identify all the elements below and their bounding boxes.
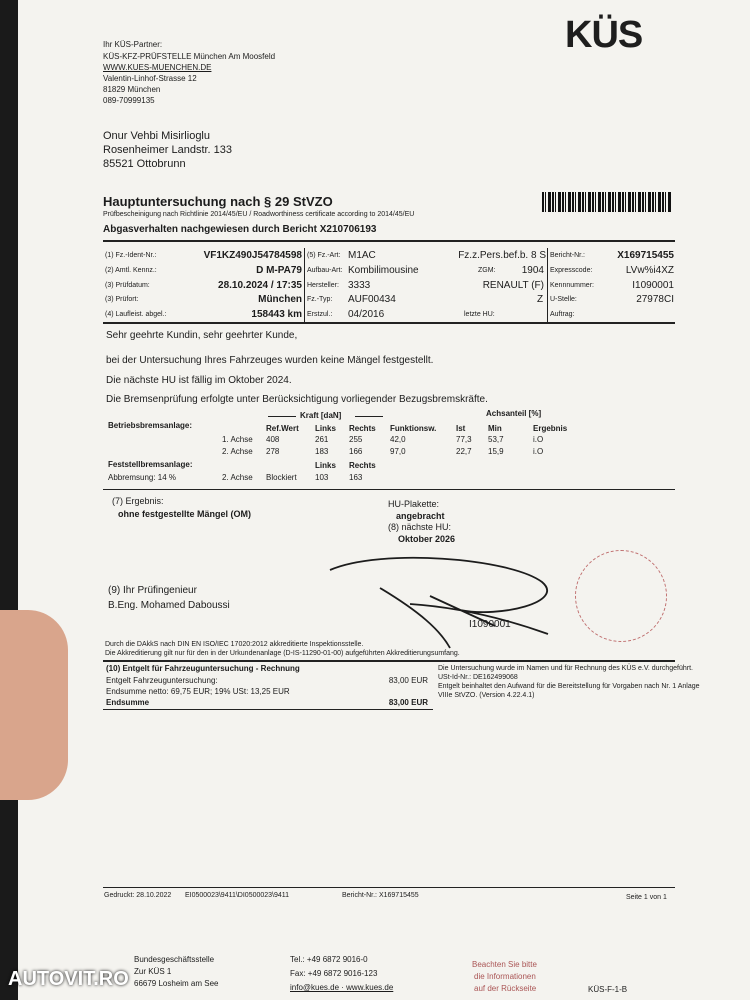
- next-hu-label: (8) nächste HU:: [388, 522, 452, 532]
- function-value: 42,0: [390, 435, 406, 444]
- expresscode-value: LVw%i4XZ: [625, 265, 674, 276]
- min-value: 15,9: [488, 447, 504, 456]
- force-header: Kraft [daN]: [300, 411, 342, 420]
- col-function: Funktionsw.: [390, 424, 437, 433]
- invoice-note: VIIIe StVZO. (Version 4.22.4.1): [438, 692, 535, 699]
- printed-date: Gedruckt: 28.10.2022: [104, 892, 172, 899]
- right-value: 166: [349, 447, 363, 456]
- autovit-watermark: AUTOVIT.RO: [8, 968, 129, 990]
- partner-line: 81829 München: [103, 85, 161, 94]
- engineer-number: I1090001: [469, 619, 511, 630]
- barcode: [542, 192, 672, 212]
- header-rule: [268, 416, 296, 417]
- mileage-label: (4) Laufleist. abgel.:: [105, 311, 167, 318]
- footer-report-no: Bericht-Nr.: X169715455: [342, 892, 419, 899]
- min-value: 53,7: [488, 435, 504, 444]
- office-street: Zur KÜS 1: [134, 967, 172, 976]
- divider: [103, 660, 675, 662]
- divider: [103, 887, 675, 888]
- ref-value: 408: [266, 435, 280, 444]
- braking-ratio: Abbremsung: 14 %: [108, 473, 177, 482]
- col-rechts: Rechts: [349, 424, 376, 433]
- back-side-hint: auf der Rückseite: [474, 984, 537, 993]
- divider: [103, 489, 675, 490]
- type-label: Fz.-Typ:: [307, 296, 333, 303]
- partner-website-link[interactable]: WWW.KUES-MUENCHEN.DE: [103, 63, 212, 72]
- left-value: 183: [315, 447, 329, 456]
- total-label: Endsumme: [106, 698, 150, 707]
- function-value: 97,0: [390, 447, 406, 456]
- left-value: 261: [315, 435, 329, 444]
- place-label: (3) Prüfort:: [105, 296, 139, 303]
- vehicle-class-extra: Fz.z.Pers.bef.b. 8 S: [458, 250, 546, 261]
- zgm-value: 1904: [521, 265, 544, 276]
- accreditation-line: Durch die DAkkS nach DIN EN ISO/IEC 17020:2012 akkreditierte Inspektionsstelle.: [105, 641, 364, 648]
- mileage-value: 158443 km: [251, 309, 302, 320]
- greeting: Sehr geehrte Kundin, sehr geehrter Kunde,: [106, 330, 298, 341]
- report-no-label: Bericht-Nr.:: [550, 252, 586, 259]
- partner-phone: 089-70999135: [103, 96, 155, 105]
- total-value: 83,00 EUR: [388, 698, 428, 707]
- office-phone: Tel.: +49 6872 9016-0: [290, 955, 368, 964]
- vin-label: (1) Fz.-Ident-Nr.:: [105, 252, 157, 259]
- thumb-photo-artifact: [0, 610, 68, 800]
- document-title: Hauptuntersuchung nach § 29 StVZO: [103, 194, 333, 209]
- page-number: Seite 1 von 1: [626, 894, 667, 901]
- vehicle-class-value: M1AC: [348, 250, 376, 261]
- office-name: Bundesgeschäftsstelle: [134, 955, 215, 964]
- left-value: 103: [315, 473, 329, 482]
- office-city: 66679 Losheim am See: [134, 979, 219, 988]
- plate-sticker-value: angebracht: [396, 511, 445, 521]
- partner-line: Ihr KÜS-Partner:: [103, 40, 163, 49]
- station-value: 27978CI: [636, 294, 674, 305]
- vehicle-class-label: (5) Fz.-Art:: [307, 252, 341, 259]
- invoice-note: USt-Id-Nr.: DE162499068: [438, 674, 518, 681]
- manufacturer-label: Hersteller:: [307, 282, 339, 289]
- first-reg-value: 04/2016: [348, 309, 385, 320]
- col-links: Links: [315, 424, 336, 433]
- ist-value: 22,7: [456, 447, 472, 456]
- date-value: 28.10.2024 / 17:35: [218, 280, 302, 291]
- axle-label: 2. Achse: [222, 473, 253, 482]
- manufacturer-code: 3333: [348, 280, 371, 291]
- parking-brake-label: Feststellbremsanlage:: [108, 460, 193, 469]
- fee-label: Entgelt Fahrzeuguntersuchung:: [106, 676, 218, 685]
- recipient-street: Rosenheimer Landstr. 133: [103, 144, 233, 156]
- office-web-link[interactable]: info@kues.de · www.kues.de: [290, 983, 394, 992]
- last-hu-label: letzte HU:: [464, 311, 495, 318]
- col-ref: Ref.Wert: [266, 424, 299, 433]
- invoice-note: Die Untersuchung wurde im Namen und für Rechnung des KÜS e.V. durchgeführt.: [438, 665, 693, 672]
- header-rule: [355, 416, 383, 417]
- column-divider: [304, 248, 305, 322]
- col-links: Links: [315, 461, 336, 470]
- fee-value: 83,00 EUR: [388, 676, 428, 685]
- col-rechts: Rechts: [349, 461, 376, 470]
- first-reg-label: Erstzul.:: [307, 311, 333, 318]
- date-label: (3) Prüfdatum:: [105, 282, 150, 289]
- type-value: AUF00434: [348, 294, 396, 305]
- invoice-note: Entgelt beinhaltet den Aufwand für die Bereitstellung für Vorgaben nach Nr. 1 Anlage: [438, 683, 700, 690]
- office-fax: Fax: +49 6872 9016-123: [290, 969, 378, 978]
- document-ids: EI0500023\9411\DI0500023\9411: [185, 892, 290, 899]
- place-value: München: [258, 294, 302, 305]
- official-stamp: [575, 550, 667, 642]
- id-number-label: Kennnummer:: [550, 282, 594, 289]
- engineer-label: (9) Ihr Prüfingenieur: [108, 585, 197, 596]
- id-number-value: I1090001: [632, 280, 674, 291]
- col-min: Min: [488, 424, 502, 433]
- divider: [103, 709, 433, 710]
- partner-line: Valentin-Linhof-Strasse 12: [103, 74, 197, 83]
- result-value: ohne festgestellte Mängel (OM): [118, 509, 252, 519]
- abgas-report: Abgasverhalten nachgewiesen durch Bericht X210706193: [103, 224, 377, 235]
- right-value: 255: [349, 435, 363, 444]
- axle-label: 2. Achse: [222, 447, 253, 456]
- document-subtitle: Prüfbescheinigung nach Richtlinie 2014/45/EU / Roadworthiness certificate according to 2014/45/EU: [103, 211, 415, 218]
- finding-text: bei der Untersuchung Ihres Fahrzeuges wurden keine Mängel festgestellt.: [106, 355, 434, 366]
- report-no-value: X169715455: [617, 250, 674, 261]
- col-result: Ergebnis: [533, 424, 568, 433]
- result-value: i.O: [533, 447, 544, 456]
- plate-sticker-label: HU-Plakette:: [388, 499, 440, 509]
- body-type-value: Kombilimousine: [348, 265, 419, 276]
- form-code: KÜS-F-1-B: [588, 985, 628, 994]
- result-label: (7) Ergebnis:: [112, 496, 164, 506]
- next-hu-text: Die nächste HU ist fällig im Oktober 2024.: [106, 375, 292, 386]
- engineer-name: B.Eng. Mohamed Daboussi: [108, 600, 230, 611]
- plate-value: D M-PA79: [256, 265, 302, 276]
- accreditation-line: Die Akkreditierung gilt nur für den in der Urkundenanlage (D-IS-11290-01-00) aufgeführten Akkreditierungsumfang.: [105, 650, 460, 657]
- zgm-label: ZGM:: [478, 267, 496, 274]
- expresscode-label: Expresscode:: [550, 267, 593, 274]
- plate-label: (2) Amtl. Kennz.:: [105, 267, 157, 274]
- partner-line: KÜS-KFZ-PRÜFSTELLE München Am Moosfeld: [103, 52, 276, 61]
- recipient-name: Onur Vehbi Misirlioglu: [103, 130, 210, 142]
- divider: [103, 240, 675, 242]
- body-type-label: Aufbau-Art:: [307, 267, 343, 274]
- axle-share-header: Achsanteil [%]: [486, 409, 542, 418]
- invoice-title: (10) Entgelt für Fahrzeuguntersuchung - Rechnung: [106, 664, 300, 673]
- col-ist: Ist: [456, 424, 466, 433]
- service-brake-label: Betriebsbremsanlage:: [108, 421, 193, 430]
- back-side-hint: Beachten Sie bitte: [472, 960, 537, 969]
- station-label: U-Stelle:: [550, 296, 577, 303]
- type-suffix: Z: [537, 294, 544, 305]
- vin-value: VF1KZ490J54784598: [203, 250, 302, 261]
- next-hu-value: Oktober 2026: [398, 534, 456, 544]
- kues-logo: KÜS: [565, 14, 643, 56]
- ref-value: Blockiert: [266, 473, 297, 482]
- net-total: Endsumme netto: 69,75 EUR; 19% USt: 13,25 EUR: [106, 687, 290, 696]
- right-value: 163: [349, 473, 363, 482]
- ist-value: 77,3: [456, 435, 472, 444]
- manufacturer-name: RENAULT (F): [482, 280, 544, 291]
- recipient-city: 85521 Ottobrunn: [103, 158, 186, 170]
- order-label: Auftrag:: [550, 311, 575, 318]
- ref-value: 278: [266, 447, 280, 456]
- brake-note: Die Bremsenprüfung erfolgte unter Berücksichtigung vorliegender Bezugsbremskräfte.: [106, 394, 488, 405]
- back-side-hint: die Informationen: [474, 972, 536, 981]
- column-divider: [547, 248, 548, 322]
- result-value: i.O: [533, 435, 544, 444]
- divider: [103, 322, 675, 324]
- axle-label: 1. Achse: [222, 435, 253, 444]
